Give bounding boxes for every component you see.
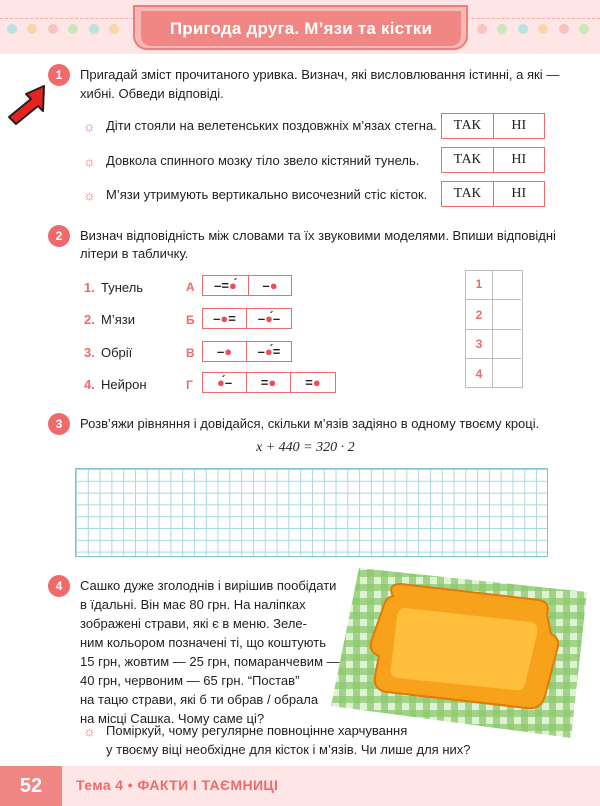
statement-1: Діти стояли на велетенських поздовжніх м’язах стегна. (106, 118, 437, 133)
model-letter-h: Г (186, 378, 193, 392)
task-1-text-line1: Пригадай зміст прочитаного уривка. Визнач, які висловлювання істинні, а які — (80, 67, 560, 82)
answer-label: 1 (466, 270, 493, 299)
model-cell: = ● (247, 373, 291, 392)
model-cell: – ● (262, 278, 278, 293)
equation: x + 440 = 320 · 2 (256, 440, 355, 455)
word-number: 3. (84, 345, 95, 360)
word-number: 1. (84, 280, 95, 295)
word-number: 2. (84, 312, 95, 327)
model-cell: = ● (305, 375, 321, 390)
task-4-number: 4 (48, 575, 70, 597)
answer-row (466, 329, 521, 358)
answer-table (465, 270, 523, 388)
task-4-line: 40 грн, червоним — 65 грн. “Постав” (80, 673, 300, 688)
sound-model-b (202, 308, 292, 329)
model-cell: – ● ́= (257, 344, 281, 359)
word-2: М’язи (101, 312, 135, 327)
answer-label: 4 (466, 359, 493, 388)
star-icon: ☼ (83, 187, 96, 203)
task-2-text-line1: Визнач відповідність між словами та їх звуковими моделями. Впиши відповідні (80, 228, 556, 243)
answer-row (466, 270, 521, 299)
task-1-text-line2: хибні. Обведи відповіді. (80, 86, 224, 101)
answer-label: 3 (466, 330, 493, 359)
red-pointer-arrow-icon (6, 84, 50, 126)
false-option-1[interactable]: НІ (511, 118, 527, 133)
true-option-3[interactable]: ТАК (442, 182, 494, 206)
task-1-number: 1 (48, 64, 70, 86)
model-letter-b: Б (186, 313, 195, 327)
word-number: 4. (84, 377, 95, 392)
word-4: Нейрон (101, 377, 147, 392)
model-cell: – ● = (203, 309, 247, 328)
statement-2: Довкола спинного мозку тіло звело кістяний тунель. (106, 153, 420, 168)
false-option-3[interactable]: НІ (511, 186, 527, 201)
tray-on-tablecloth-image[interactable] (325, 556, 595, 742)
task-4-line: на місці Сашка. Чому саме ці? (80, 711, 265, 726)
answer-label: 2 (466, 300, 493, 329)
star-icon: ☼ (83, 118, 96, 134)
page-number: 52 (0, 766, 62, 806)
word-1: Тунель (101, 280, 144, 295)
task-2-text-line2: літери в табличку. (80, 246, 189, 261)
model-letter-v: В (186, 346, 195, 360)
footer-theme: Тема 4 • ФАКТИ І ТАЄМНИЦІ (76, 777, 279, 793)
task-4-line: зображені страви, які є в меню. Зеле- (80, 616, 307, 631)
star-icon: ☼ (83, 153, 96, 169)
task-3-text: Розв’яжи рівняння і довідайся, скільки м’язів задіяно в одному твоєму кроці. (80, 416, 540, 431)
answer-grid[interactable] (75, 468, 548, 557)
task-4-line: в їдальні. Він має 80 грн. На наліпках (80, 597, 306, 612)
truefalse-1 (441, 113, 545, 139)
statement-3: М’язи утримують вертикально височезний стіс кісток. (106, 187, 428, 202)
sound-model-v (202, 341, 292, 362)
truefalse-3 (441, 181, 545, 207)
hint-line1: Поміркуй, чому регулярне повноцінне харчування (106, 723, 408, 738)
task-4-line: Сашко дуже зголоднів і вирішив пообідати (80, 578, 337, 593)
task-2-number: 2 (48, 225, 70, 247)
sound-model-h (202, 372, 336, 393)
star-icon: ☼ (83, 723, 96, 739)
model-cell: – ● ́– (257, 311, 281, 326)
truefalse-2 (441, 147, 545, 173)
model-cell: –= ● (203, 276, 249, 295)
model-cell: ● ́– (203, 373, 247, 392)
answer-row (466, 299, 521, 328)
task-4-line: ним кольором позначені ті, що коштують (80, 635, 326, 650)
true-option-2[interactable]: ТАК (442, 148, 494, 172)
true-option-1[interactable]: ТАК (442, 114, 494, 138)
false-option-2[interactable]: НІ (511, 152, 527, 167)
page-title: Пригода друга. М’язи та кістки (141, 11, 461, 46)
task-4-line: на тацю страви, які б ти обрав / обрала (80, 692, 319, 707)
model-letter-a: А (186, 280, 195, 294)
answer-row (466, 358, 521, 387)
hint-line2: у твоєму віці необхідне для кісток і м’язів. Чи лише для них? (106, 742, 471, 757)
sound-model-a (202, 275, 292, 296)
model-cell: – ● (203, 342, 247, 361)
word-3: Обрії (101, 345, 133, 360)
task-3-number: 3 (48, 413, 70, 435)
task-4-line: 15 грн, жовтим — 25 грн, помаранчевим — (80, 654, 340, 669)
